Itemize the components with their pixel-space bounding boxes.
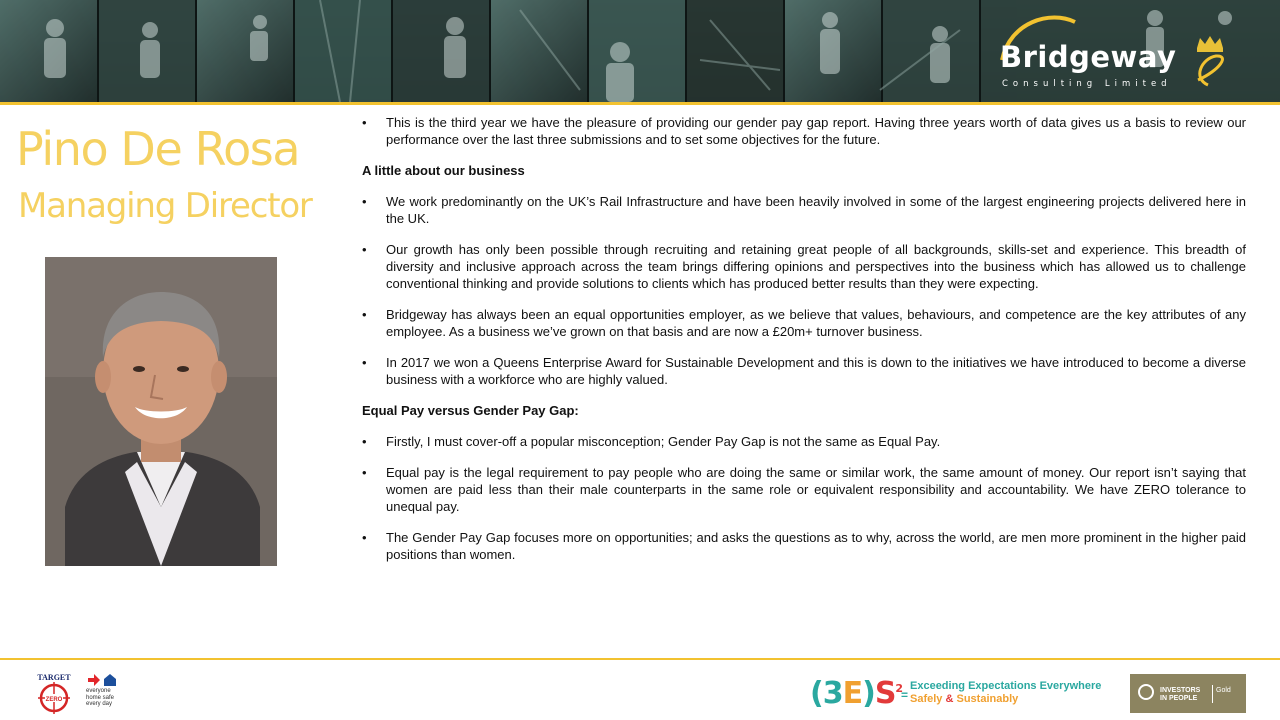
intro-paragraph: • This is the third year we have the pleasure of providing our gender pay gap report. Having three years worth of data gives us a basis to review our performance over the last three submissions and to set some objectives for the future. <box>362 114 1246 148</box>
equal-pay-bullet: • The Gender Pay Gap focuses more on opportunities; and asks the questions as to why, across the world, are men more prominent in the higher paid positions than women. <box>362 529 1246 563</box>
bridgeway-logo <box>980 0 1280 102</box>
section-heading-equal-pay: Equal Pay versus Gender Pay Gap: <box>362 403 579 418</box>
target-zero-center-text: ZERO <box>45 697 63 703</box>
three-es-superscript: 2 <box>895 682 903 695</box>
equal-pay-bullet: • Firstly, I must cover-off a popular misconception; Gender Pay Gap is not the same as Equal Pay. <box>362 433 1246 450</box>
person-name: Pino De Rosa <box>16 122 300 176</box>
tagline-ampersand: & <box>945 693 954 705</box>
logo-wordmark: Bridgeway <box>1000 40 1177 74</box>
three-es-equals: = <box>901 688 909 702</box>
person-role: Managing Director <box>18 186 312 226</box>
tagline-line-1: Exceeding Expectations Everywhere <box>910 680 1102 692</box>
logo-subtitle: Consulting Limited <box>1002 79 1172 89</box>
iip-gold-label: Gold <box>1216 687 1231 694</box>
investors-in-people-badge <box>1130 674 1246 713</box>
business-bullet: • In 2017 we won a Queens Enterprise Award for Sustainable Development and this is down to the initiatives we have introduced to become a diverse business with a workforce who are highly valued. <box>362 354 1246 388</box>
equal-pay-bullet: • Equal pay is the legal requirement to pay people who are doing the same or similar work, the same amount of money. Our report isn’t saying that women are paid less than their male counterparts in the same role or equivalent responsibility and accountability. We have ZERO tolerance to unequal pay. <box>362 464 1246 515</box>
iip-line-1: INVESTORS <box>1160 687 1201 694</box>
tagline-line-2 <box>910 693 1018 705</box>
tagline-sustainably: Sustainably <box>956 693 1019 705</box>
footer-gold-rule <box>0 658 1280 660</box>
iip-line-2: IN PEOPLE <box>1160 694 1198 702</box>
business-bullet: • Bridgeway has always been an equal opportunities employer, as we believe that values, behaviours, and competence are the key attributes of any employee. As a business we’ve grown on that basis and are now a £20m+ turnover business. <box>362 306 1246 340</box>
iip-circle-icon <box>1138 684 1154 700</box>
portrait-illustration <box>45 257 277 566</box>
target-zero-icon <box>32 672 76 714</box>
iip-divider <box>1212 685 1213 703</box>
portrait-photo <box>45 257 277 566</box>
iip-text <box>1160 687 1200 702</box>
target-zero-logo <box>32 672 76 714</box>
house-arrow-icon <box>84 672 124 688</box>
three-es-open: ( <box>810 676 823 711</box>
everyone-home-text: everyone home safe every day <box>86 688 115 707</box>
target-zero-top-text: TARGET <box>37 673 71 682</box>
three-es-close: ) <box>862 676 875 711</box>
three-es-three: 3 <box>822 676 843 711</box>
tagline-safely: Safely <box>910 693 943 705</box>
report-body <box>362 114 1246 577</box>
business-bullet: • Our growth has only been possible through recruiting and retaining great people of all backgrounds, skills-set and experience. This breadth of diversity and inclusive approach across the team brings differing opinions and perspectives into the business which has allowed us to challenge conventional thinking and provide solutions to clients which has produced better results than they were expecting. <box>362 241 1246 292</box>
three-es-e: E <box>842 676 863 711</box>
three-es-logo <box>810 676 902 711</box>
business-bullet: • We work predominantly on the UK’s Rail Infrastructure and have been heavily involved in some of the largest engineering projects delivered here in the UK. <box>362 193 1246 227</box>
header-gold-rule <box>0 102 1280 105</box>
header-banner <box>0 0 1280 102</box>
section-heading-business: A little about our business <box>362 163 525 178</box>
three-es-s: S <box>874 676 896 711</box>
